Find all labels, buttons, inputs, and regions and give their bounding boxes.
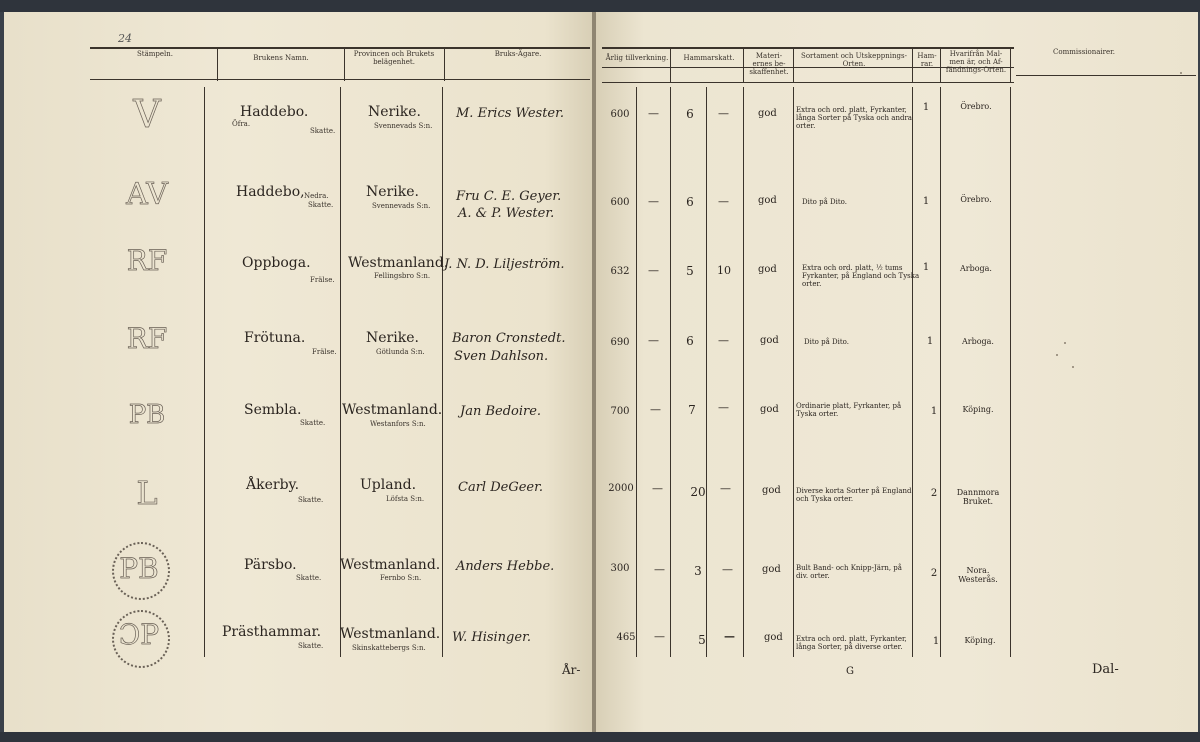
hammarskatt: 3 — [694, 564, 702, 578]
material: god — [758, 264, 777, 275]
header-material: Materi- ernes be- skaffenhet. — [749, 52, 789, 76]
owner: J. N. D. Liljeström. — [444, 257, 565, 272]
owner: Carl DeGeer. — [458, 480, 544, 495]
dash: — — [718, 401, 729, 414]
hamrar: 2 — [930, 568, 938, 579]
bruk-sub: Öfra. — [232, 120, 251, 128]
header-agare: Bruks-Ägare. — [494, 50, 542, 58]
header-stampeln: Stämpeln. — [136, 50, 173, 58]
owner: Sven Dahlson. — [454, 349, 549, 364]
bruk-sub: Frälse. — [312, 348, 337, 356]
sortament: Extra och ord. platt, ½ tums Fyrkanter, på England och Tyska orter. — [802, 264, 920, 288]
material: god — [758, 195, 777, 206]
bruk-sub: Frälse. — [310, 276, 335, 284]
owner: M. Erics Wester. — [456, 106, 565, 121]
material: god — [764, 632, 783, 643]
hammarskatt-ore: 10 — [717, 264, 731, 277]
dash: — — [648, 264, 659, 277]
bruk-sub: Skatte. — [298, 496, 324, 504]
hamrar: 1 — [922, 102, 930, 113]
origin-town: Köping. — [964, 636, 996, 645]
owner: Anders Hebbe. — [456, 559, 555, 574]
column-rule — [670, 87, 671, 657]
hammarskatt: 5 — [698, 633, 706, 647]
dash: — — [648, 107, 659, 120]
bruk-sub: Skatte. — [298, 642, 324, 650]
dash: — — [722, 563, 733, 576]
paper-spot — [1056, 354, 1058, 356]
hamrar: 1 — [922, 196, 930, 207]
sortament: Extra och ord. platt, Fyrkanter, långa Sorter på Tyska och andra orter. — [796, 106, 912, 130]
stamp-mark: V — [133, 92, 161, 136]
production: 300 — [610, 563, 630, 574]
production: 2000 — [608, 483, 634, 494]
bruk-name: Haddebo. — [240, 104, 309, 120]
production: 700 — [610, 406, 630, 417]
bruk-name: Oppboga. — [242, 255, 311, 271]
bruk-name: Åkerby. — [246, 477, 300, 493]
parish: Westanfors S:n. — [370, 420, 426, 428]
column-rule — [793, 87, 794, 657]
owner: Fru C. E. Geyer. — [456, 189, 562, 204]
header-divider — [1010, 47, 1011, 83]
dash: — — [724, 630, 735, 643]
hamrar: 2 — [930, 488, 938, 499]
header-divider — [743, 47, 744, 83]
stamp-mark: ƆP — [118, 618, 160, 651]
hammarskatt: 6 — [686, 334, 694, 348]
bruk-sub: Skatte. — [296, 574, 322, 582]
header-bottom-rule — [602, 82, 1014, 83]
header-divider — [912, 47, 913, 83]
paper-spot — [1072, 366, 1074, 368]
header-top-rule — [602, 47, 1014, 49]
stamp-mark: PB — [128, 400, 166, 430]
production: 600 — [610, 197, 630, 208]
header-divider — [793, 47, 794, 83]
bruk-sub: Skatte. — [300, 419, 326, 427]
origin-town: Arboga. — [962, 337, 994, 346]
bruk-name: Prästhammar. — [222, 624, 322, 640]
header-divider — [940, 47, 941, 83]
material: god — [760, 404, 779, 415]
material: god — [762, 485, 781, 496]
sortament: Dito på Dito. — [804, 338, 849, 346]
dash: — — [718, 334, 729, 347]
sortament: Dito på Dito. — [802, 198, 847, 206]
owner: A. & P. Wester. — [458, 206, 555, 221]
column-rule — [743, 87, 744, 657]
bruk-name: Haddebo, — [236, 184, 305, 200]
header-divider — [344, 47, 345, 81]
column-rule — [442, 87, 443, 657]
origin-town: Köping. — [962, 405, 994, 414]
header-divider — [670, 47, 671, 83]
header-bruk-namn: Brukens Namn. — [253, 54, 309, 62]
column-rule — [1010, 87, 1011, 657]
province: Upland. — [360, 477, 417, 493]
dash: — — [652, 482, 663, 495]
hamrar: 1 — [926, 336, 934, 347]
hammarskatt: 7 — [688, 403, 696, 417]
sortament: Diverse korta Sorter på England och Tyska orter. — [796, 487, 912, 503]
hammarskatt: 5 — [686, 264, 694, 278]
parish: Löfsta S:n. — [386, 495, 425, 503]
origin-town: Nora. Westerås. — [958, 566, 998, 584]
stamp-mark: RF — [126, 244, 168, 277]
header-hammarskatt: Hammarskatt. — [683, 54, 735, 62]
dash: — — [720, 482, 731, 495]
hamrar: 1 — [922, 262, 930, 273]
material: god — [760, 335, 779, 346]
catchword: År- — [562, 663, 581, 677]
bruk-sub: Nedra. — [304, 192, 329, 200]
header-divider — [444, 47, 445, 81]
province: Westmanland. — [342, 402, 443, 418]
province: Westmanland. — [340, 557, 441, 573]
left-page — [4, 12, 592, 732]
header-top-rule — [90, 47, 590, 49]
bruk-name: Sembla. — [244, 402, 302, 418]
origin-town: Örebro. — [960, 195, 992, 204]
sortament: Extra och ord. platt, Fyrkanter, långa Sorter, på diverse orter. — [796, 635, 907, 651]
dash: — — [654, 563, 665, 576]
parish: Svennevads S:n. — [372, 202, 431, 210]
header-rule-commission — [1016, 75, 1196, 76]
parish: Fellingsbro S:n. — [374, 272, 431, 280]
sortament: Bult Band- och Knipp-Järn, på div. orter. — [796, 564, 902, 580]
production: 600 — [610, 109, 630, 120]
parish: Skinskattebergs S:n. — [352, 644, 426, 652]
dash: — — [648, 195, 659, 208]
header-bottom-rule — [90, 79, 590, 80]
dash: — — [718, 107, 729, 120]
hammarskatt: 6 — [686, 107, 694, 121]
header-hamrar: Ham- rar. — [917, 52, 937, 68]
owner: Jan Bedoire. — [460, 404, 542, 419]
page-number: 24 — [118, 32, 132, 45]
province: Nerike. — [366, 330, 419, 346]
origin-town: Arboga. — [960, 264, 992, 273]
production: 690 — [610, 337, 630, 348]
production: 465 — [616, 632, 636, 643]
dash: — — [654, 630, 665, 643]
header-provins: Provincen och Brukets belägenhet. — [353, 50, 435, 66]
material: god — [758, 108, 777, 119]
column-rule — [636, 87, 637, 657]
material: god — [762, 564, 781, 575]
origin-town: Dannmora Bruket. — [956, 488, 1000, 506]
bruk-name: Pärsbo. — [244, 557, 297, 573]
dash: — — [650, 403, 661, 416]
dash: — — [718, 195, 729, 208]
sortament: Ordinarie platt, Fyrkanter, på Tyska orter. — [796, 402, 902, 418]
header-divider — [217, 47, 218, 81]
owner: W. Hisinger. — [452, 630, 531, 645]
hamrar: 1 — [930, 406, 938, 417]
owner: Baron Cronstedt. — [452, 331, 566, 346]
paper-spot — [1064, 342, 1066, 344]
right-page — [596, 12, 1198, 732]
header-sortament: Sortament och Utskeppnings- Orten. — [801, 52, 907, 68]
signature-mark: G — [846, 666, 854, 677]
parish: Svennevads S:n. — [374, 122, 433, 130]
parish: Götlunda S:n. — [376, 348, 425, 356]
stamp-mark: PB — [119, 552, 159, 585]
bruk-sub: Skatte. — [308, 201, 334, 209]
parish: Fernbo S:n. — [380, 574, 422, 582]
column-rule — [204, 87, 205, 657]
bruk-sub: Skatte. — [310, 127, 336, 135]
header-commissionairer: Commissionairer. — [1053, 48, 1115, 56]
stamp-mark: L — [136, 474, 158, 512]
origin-town: Örebro. — [960, 102, 992, 111]
stamp-mark: RF — [126, 322, 168, 355]
province: Nerike. — [366, 184, 419, 200]
stamp-mark: AV — [126, 177, 168, 212]
viewer-bottom-bar — [0, 732, 1200, 742]
hammarskatt: 20 — [690, 485, 706, 499]
province: Westmanland. — [348, 255, 449, 271]
production: 632 — [610, 266, 630, 277]
province: Nerike. — [368, 104, 421, 120]
dash: — — [648, 334, 659, 347]
viewer-top-bar — [0, 0, 1200, 12]
catchword: Dal- — [1092, 662, 1119, 677]
bruk-name: Frötuna. — [244, 330, 306, 346]
province: Westmanland. — [340, 626, 441, 642]
hamrar: 1 — [932, 636, 940, 647]
header-tillverkning: Årlig tillverkning. — [605, 54, 669, 62]
paper-spot — [1180, 72, 1182, 74]
header-hvarifran: Hvarifrån Mal- men är, och Af- fändnings-Orten. — [945, 50, 1007, 74]
hammarskatt: 6 — [686, 195, 694, 209]
